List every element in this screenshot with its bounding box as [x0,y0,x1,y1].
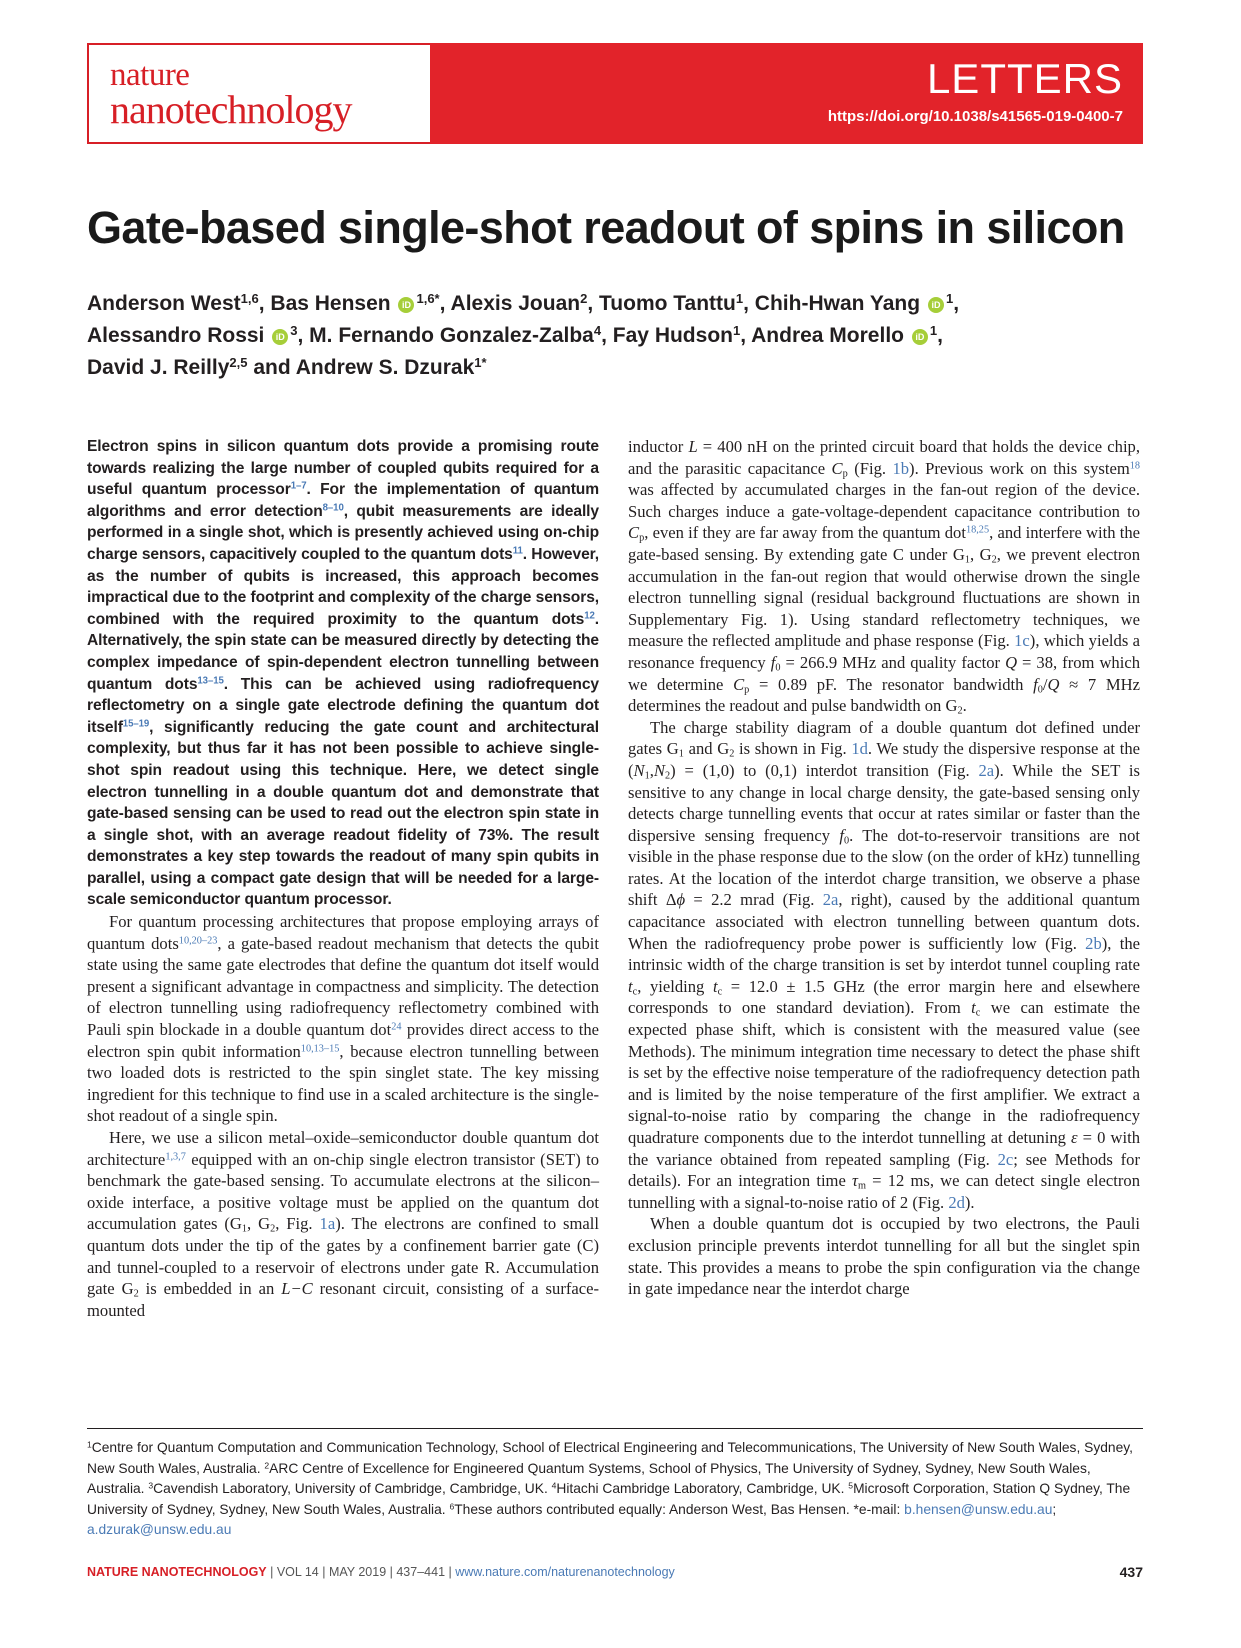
footnote-divider [87,1428,1143,1429]
doi-link[interactable]: https://doi.org/10.1038/s41565-019-0400-7 [827,108,1123,125]
abstract-text: . However, as the number of qubits is increased, this approach becomes impractical due to the footprint and complexity of the charge sensors, combined with the required proximity to the quantum dots [87,545,599,628]
author-affiliation: 1 [945,290,954,306]
orcid-icon[interactable]: iD [912,329,928,345]
author-line-3 [87,352,1147,384]
author-name: M. Fernando Gonzalez-Zalba [309,324,594,347]
author-name: Chih-Hwan Yang [754,292,921,315]
citation-link[interactable]: 1,3,7 [165,1150,186,1162]
abstract-text: , significantly reducing the gate count and architectural complexity, but thus far it has not been possible to achieve single-shot spin readout using this technique. Here, we detect single electron tunnelling in a double quantum dot and demonstrate that gate-based sensing can be used to read out the electron spin state in a single shot, with an average readout fidelity of 73%. The result demonstrates a key step towards the readout of many spin qubits in parallel, using a compact gate design that will be needed for a large-scale semiconductor quantum processor. [87,718,599,909]
author-affiliation: 2,5 [229,354,248,370]
citation-link[interactable]: 18,25 [965,524,990,536]
citation-link[interactable]: 13–15 [197,675,224,687]
abstract-text: , qubit measurements are ideally performed in a single shot, which is presently achieved using on-chip charge sensors, capacitively coupled to the quantum dots [87,502,599,563]
author-line-2: Alessandro Rossi iD $^3$, M. Fernando Gonzalez-Zalba$^4$, Fay Hudson$^1$, Andrea Morello iD $^1$, [87,322,943,347]
abstract-text: . Alternatively, the spin state can be measured directly by detecting the complex impedance of spin-dependent electron tunnelling between quantum dots [87,610,599,693]
author-name: David J. Reilly [87,356,230,379]
citation-link[interactable]: 12 [584,610,595,622]
author-name: Alessandro Rossi [87,324,265,347]
body-paragraph: When a double quantum dot is occupied by two electrons, the Pauli exclusion principle prevents interdot tunnelling for all but the singlet spin state. This provides a means to probe the spin configuration via the change in gate impedance near the interdot charge [628,1214,1140,1299]
author-list [87,288,1147,384]
figure-link[interactable]: 2a [822,890,839,910]
orcid-icon[interactable]: iD [398,297,414,313]
email-link[interactable]: a.dzurak@unsw.edu.au [87,1522,232,1537]
logo-line-2: nanotechnology [110,87,352,133]
email-link[interactable]: b.hensen@unsw.edu.au [904,1501,1053,1517]
author-affiliation: 1* [474,354,487,370]
author-affiliation: 1,6 [240,290,259,306]
author-affiliation: 3 [290,322,298,338]
article-title: Gate-based single-shot readout of spins in silicon [87,202,1125,253]
author-affiliation: 2 [580,290,588,306]
author-affiliation: 4 [593,322,602,338]
body-paragraph: For quantum processing architectures that propose employing arrays of quantum dots$^{10,20-23}$, a gate-based readout mechanism that detects the qubit state using the same gate electrodes that define the quantum dot itself would present a significant advantage in compactness and simplicity. The detection of electron tunnelling using radiofrequency reflectometry combined with Pauli spin blockade in a double quantum dot$^{24}$ provides direct access to the electron spin qubit information$^{10,13-15}$, because electron tunnelling between two loaded dots is restricted to the spin singlet state. The key missing ingredient for this technique to find use in a scaled architecture is the single-shot readout of a single spin. [87,912,600,1126]
right-column [628,436,1140,1300]
section-label: LETTERS [926,55,1123,102]
figure-link[interactable]: 2a [978,760,995,780]
citation-link[interactable]: 24 [391,1021,402,1033]
figure-link[interactable]: 2b [1085,933,1102,953]
figure-link[interactable]: 2c [997,1149,1014,1169]
footer-journal: NATURE NANOTECHNOLOGY [87,1565,267,1579]
affiliations: $^1$Centre for Quantum Computation and Communication Technology, School of Electrical Engineering and Telecommunications, The University of New South Wales, Sydney, New South Wales, Australia. $^2$ARC Centre of Excellence for Engineered Quantum Systems, School of Physics, The University of Sydney, Sydney, New South Wales, Australia. $^3$Cavendish Laboratory, University of Cambridge, Cambridge, UK. $^4$Hitachi Cambridge Laboratory, Cambridge, UK. $^5$Microsoft Corporation, Station Q Sydney, The University of Sydney, Sydney, New South Wales, Australia. $^6$These authors contributed equally: Anderson West, Bas Hensen. *e-mail: b.hensen@unsw.edu.au; a.dzurak@unsw.edu.au [87,1439,1133,1537]
logo-line-1: nature [110,57,190,93]
figure-link[interactable]: 1d [851,739,868,759]
journal-logo [110,57,352,133]
body-paragraph: Here, we use a silicon metal–oxide–semiconductor double quantum dot architecture$^{1,3,7}$ equipped with an on-chip single electron transistor (SET) to benchmark the gate-based sensing. To accumulate electrons at the silicon–oxide interface, a positive voltage must be applied on the quantum dot accumulation gates ($G_1$, $G_2$, Fig. 1a). The electrons are confined to small quantum dots under the tip of the gates by a confinement barrier gate (C) and tunnel-coupled to a reservoir of electrons under gate R. Accumulation gate $G_2$ is embedded in an L−C resonant circuit, consisting of a surface-mounted [87,1128,600,1320]
orcid-icon[interactable]: iD [928,297,944,313]
page-footer [87,1565,675,1579]
abstract-text: . This can be achieved using radiofrequency reflectometry on a single gate electrode defining the quantum dot itself [87,675,599,736]
body-paragraph: inductor L = 400 nH on the printed circuit board that holds the device chip, and the parasitic capacitance $C_p$ (Fig. 1b). Previous work on this system$^{18}$ was affected by accumulated charges in the fan-out region of the device. Such charges induce a gate-voltage-dependent capacitance contribution to $C_p$, even if they are far away from the quantum dot$^{18,25}$, and interfere with the gate-based sensing. By extending gate C under $G_1$, $G_2$, we prevent electron accumulation in the fan-out region that would otherwise drown the single electron tunnelling signal (residual background fluctuations are shown in Supplementary Fig. 1). Using standard reflectometry techniques, we measure the reflected amplitude and phase response (Fig. 1c), which yields a resonance frequency $f_0 = 266.9$ MHz and quality factor Q = 38, from which we determine $C_p = 0.89$ pF. The resonator bandwidth $f_0/Q \approx 7$ MHz determines the readout and pulse bandwidth on $G_2$. [628,437,1141,717]
abstract-text: Electron spins in silicon quantum dots provide a promising route towards realizing the large number of coupled qubits required for a useful quantum processor [87,438,599,499]
citation-link[interactable]: 18 [1129,459,1141,471]
body-paragraph: The charge stability diagram of a double quantum dot defined under gates $G_1$ and $G_2$ is shown in Fig. 1d. We study the dispersive response at the $(N_1,N_2) = (1,0)$ to (0,1) interdot transition (Fig. 2a). While the SET is sensitive to any change in local charge density, the gate-based sensing only detects charge tunnelling events that occur at rates similar or faster than the dispersive sensing frequency $f_0$. The dot-to-reservoir transitions are not visible in the phase response due to the slow (on the order of kHz) tunnelling rates. At the location of the interdot charge transition, we observe a phase shift Δϕ = 2.2 mrad (Fig. 2a, right), caused by the additional quantum capacitance associated with electron tunnelling between quantum dots. When the radiofrequency probe power is sufficiently low (Fig. 2b), the intrinsic width of the charge transition is set by interdot tunnel coupling rate $t_c$, yielding $t_c = 12.0 \pm 1.5$ GHz (the error margin here and elsewhere corresponds to one standard deviation). From $t_c$ we can estimate the expected phase shift, which is consistent with the measured value (see Methods). The minimum integration time necessary to detect the phase shift is set by the effective noise temperature of the radiofrequency detection path and is limited by the noise temperature of the first amplifier. We extract a signal-to-noise ratio by comparing the change in the radiofrequency quadrature components due to the interdot tunnelling at detuning ε = 0 with the variance obtained from repeated sampling (Fig. 2c; see Methods for details). For an integration time $\tau_m = 12$ ms, we can detect single electron tunnelling with a signal-to-noise ratio of 2 (Fig. 2d). [628,717,1141,1212]
author-affiliation: 1 [735,290,744,306]
author-name: Alexis Jouan [450,292,581,315]
author-name: Bas Hensen [270,292,391,315]
journal-url-link[interactable]: www.nature.com/naturenanotechnology [455,1565,675,1579]
figure-link[interactable]: 1b [892,458,910,478]
author-name: Andrea Morello [751,324,904,347]
page-number: 437 [1119,1564,1143,1580]
left-column [87,436,599,1321]
author-affiliation: 1 [732,322,741,338]
citation-link[interactable]: 10,20–23 [178,935,218,946]
footer-meta: | VOL 14 | MAY 2019 | 437–441 | [266,1565,456,1579]
figure-link[interactable]: 1a [319,1214,336,1234]
figure-link[interactable]: 2d [948,1192,965,1212]
citation-link[interactable]: 15–19 [122,718,150,730]
author-line-1: Anderson West$^{1,6}$, Bas Hensen iD $^{1,6*}$, Alexis Jouan$^2$, Tuomo Tanttu$^1$, Chih-Hwan Yang iD $^1$, [87,290,960,315]
citation-link[interactable]: 1–7 [290,480,307,492]
author-conjunction: and [253,356,291,379]
citation-link[interactable]: 8–10 [322,502,344,514]
author-affiliation: 1 [929,322,938,338]
abstract [87,436,599,911]
author-affiliation: 1,6* [416,290,440,306]
author-name: Tuomo Tanttu [599,292,736,315]
author-name: Andrew S. Dzurak [295,356,475,379]
author-name: Anderson West [87,292,241,315]
citation-link[interactable]: 11 [512,545,523,557]
orcid-icon[interactable]: iD [272,329,288,345]
figure-link[interactable]: 1c [1014,631,1030,651]
abstract-text: . For the implementation of quantum algorithms and error detection [87,481,599,520]
author-name: Fay Hudson [612,324,733,347]
citation-link[interactable]: 10,13–15 [300,1042,340,1054]
